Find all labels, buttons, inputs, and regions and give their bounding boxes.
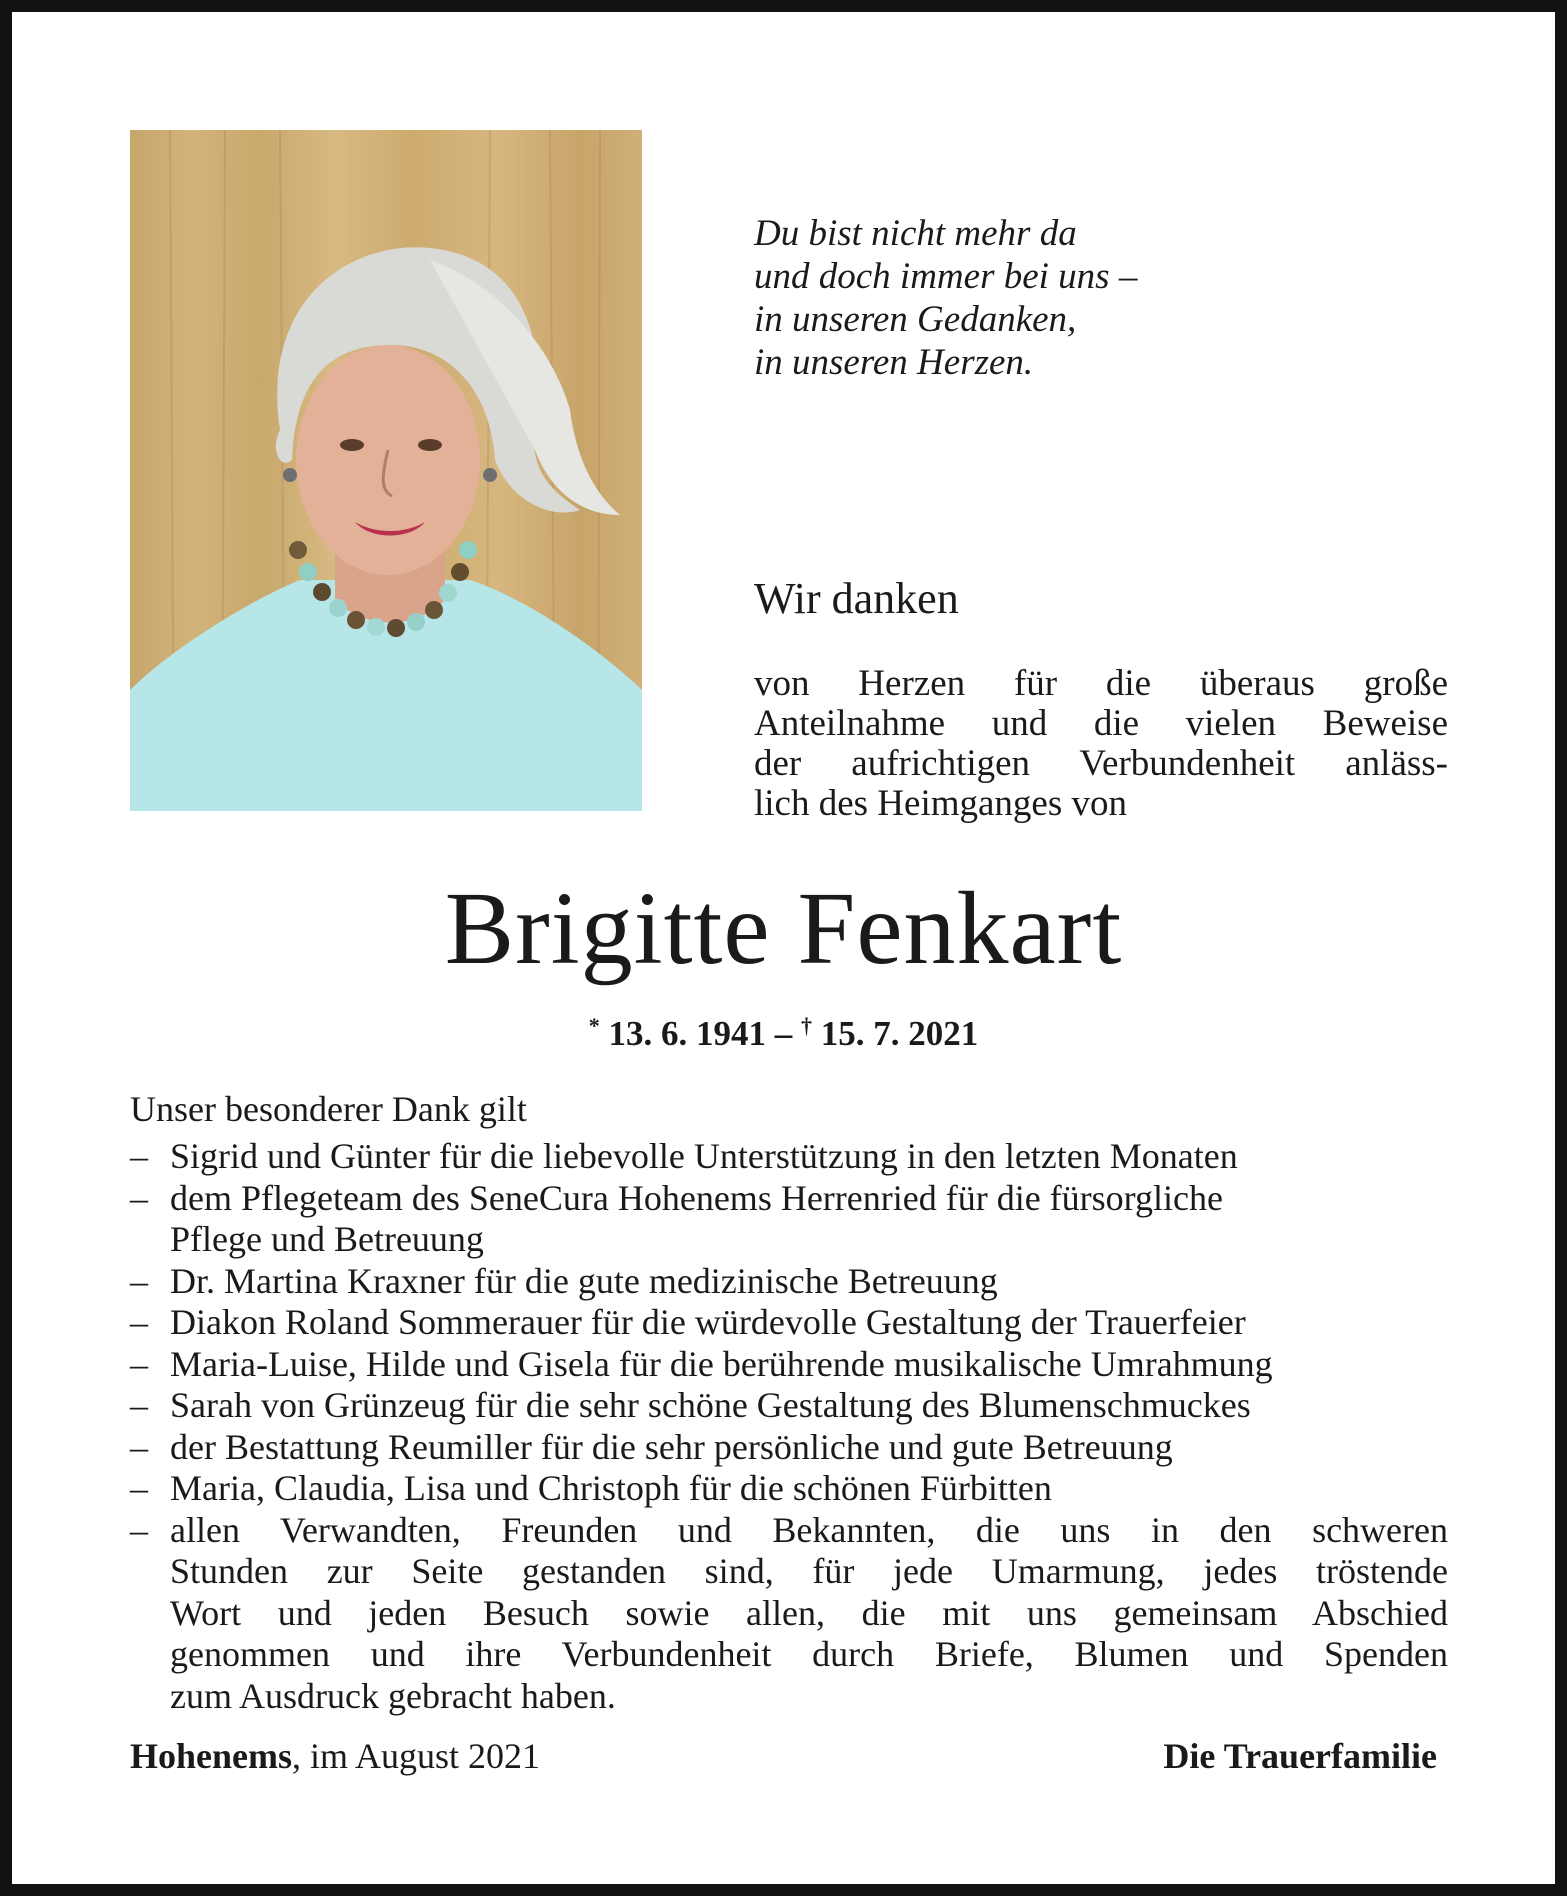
signature: Die Trauerfamilie bbox=[1163, 1736, 1437, 1776]
list-item-text: Pflege und Betreuung bbox=[170, 1219, 484, 1259]
death-symbol: † bbox=[801, 1013, 812, 1038]
thanks-paragraph bbox=[754, 664, 1448, 824]
list-dash: – bbox=[130, 1343, 148, 1384]
list-item bbox=[130, 1510, 1448, 1718]
list-dash: – bbox=[130, 1468, 148, 1508]
list-item-text bbox=[170, 1510, 1448, 1718]
birth-date: 13. 6. 1941 – bbox=[608, 1014, 793, 1053]
thanks-line: Anteilnahme und die vielen Beweise bbox=[754, 703, 1448, 744]
list-item-line: zum Ausdruck gebracht haben. bbox=[170, 1675, 616, 1716]
list-item bbox=[130, 1385, 1448, 1427]
thanks-line: der aufrichtigen Verbundenheit anläss- bbox=[754, 743, 1448, 784]
list-item-text: der Bestattung Reumiller für die sehr persönliche und gute Betreuung bbox=[170, 1426, 1173, 1467]
list-item-text: Dr. Martina Kraxner für die gute medizinische Betreuung bbox=[170, 1260, 998, 1301]
list-item bbox=[130, 1178, 1448, 1220]
list-item bbox=[130, 1468, 1448, 1510]
thanks-line: von Herzen für die überaus große bbox=[754, 663, 1448, 704]
list-item bbox=[130, 1427, 1448, 1469]
list-dash: – bbox=[130, 1136, 148, 1176]
list-item-text: Sigrid und Günter für die liebevolle Unterstützung in den letzten Monaten bbox=[170, 1136, 1238, 1176]
special-thanks-list bbox=[130, 1136, 1448, 1717]
list-item bbox=[130, 1136, 1448, 1178]
list-item-line: allen Verwandten, Freunden und Bekannten, die uns in den schweren bbox=[170, 1509, 1448, 1550]
death-date: 15. 7. 2021 bbox=[820, 1014, 979, 1053]
poem-line: Du bist nicht mehr da bbox=[754, 213, 1077, 254]
poem-line: in unseren Herzen. bbox=[754, 342, 1034, 383]
list-dash: – bbox=[130, 1260, 148, 1301]
life-dates bbox=[12, 1006, 1555, 1054]
portrait-illustration bbox=[130, 130, 642, 811]
list-dash: – bbox=[130, 1385, 148, 1425]
place-and-date bbox=[130, 1735, 540, 1777]
poem-line: in unseren Gedanken, bbox=[754, 299, 1077, 340]
thanks-line: lich des Heimganges von bbox=[754, 783, 1127, 824]
portrait-photo bbox=[130, 130, 642, 811]
obituary-notice bbox=[12, 12, 1555, 1884]
list-item bbox=[130, 1302, 1448, 1344]
list-item-line: Stunden zur Seite gestanden sind, für jede Umarmung, jedes tröstende bbox=[170, 1551, 1448, 1591]
list-dash: – bbox=[130, 1302, 148, 1342]
list-dash: – bbox=[130, 1177, 148, 1218]
list-item-text: dem Pflegeteam des SeneCura Hohenems Herrenried für die fürsorgliche bbox=[170, 1177, 1223, 1218]
list-dash: – bbox=[130, 1509, 148, 1550]
list-item-text: Maria-Luise, Hilde und Gisela für die berührende musikalische Umrahmung bbox=[170, 1343, 1273, 1384]
list-item-line: Wort und jeden Besuch sowie allen, die mit uns gemeinsam Abschied bbox=[170, 1592, 1448, 1633]
list-dash: – bbox=[130, 1426, 148, 1467]
list-item-continuation bbox=[130, 1219, 1448, 1261]
list-item bbox=[130, 1261, 1448, 1303]
list-item-text: Sarah von Grünzeug für die sehr schöne Gestaltung des Blumenschmuckes bbox=[170, 1385, 1251, 1425]
place: Hohenems bbox=[130, 1736, 292, 1776]
list-item-text: Maria, Claudia, Lisa und Christoph für die schönen Fürbitten bbox=[170, 1468, 1052, 1508]
special-thanks-intro: Unser besonderer Dank gilt bbox=[130, 1089, 527, 1129]
deceased-name: Brigitte Fenkart bbox=[444, 871, 1123, 986]
thanks-heading: Wir danken bbox=[754, 574, 959, 623]
list-item-text: Diakon Roland Sommerauer für die würdevolle Gestaltung der Trauerfeier bbox=[170, 1302, 1246, 1342]
date: , im August 2021 bbox=[292, 1736, 541, 1776]
birth-symbol: * bbox=[588, 1013, 600, 1038]
poem-line: und doch immer bei uns – bbox=[754, 256, 1138, 297]
list-item-line: genommen und ihre Verbundenheit durch Briefe, Blumen und Spenden bbox=[170, 1634, 1448, 1674]
list-item bbox=[130, 1344, 1448, 1386]
memorial-poem bbox=[754, 212, 1274, 384]
